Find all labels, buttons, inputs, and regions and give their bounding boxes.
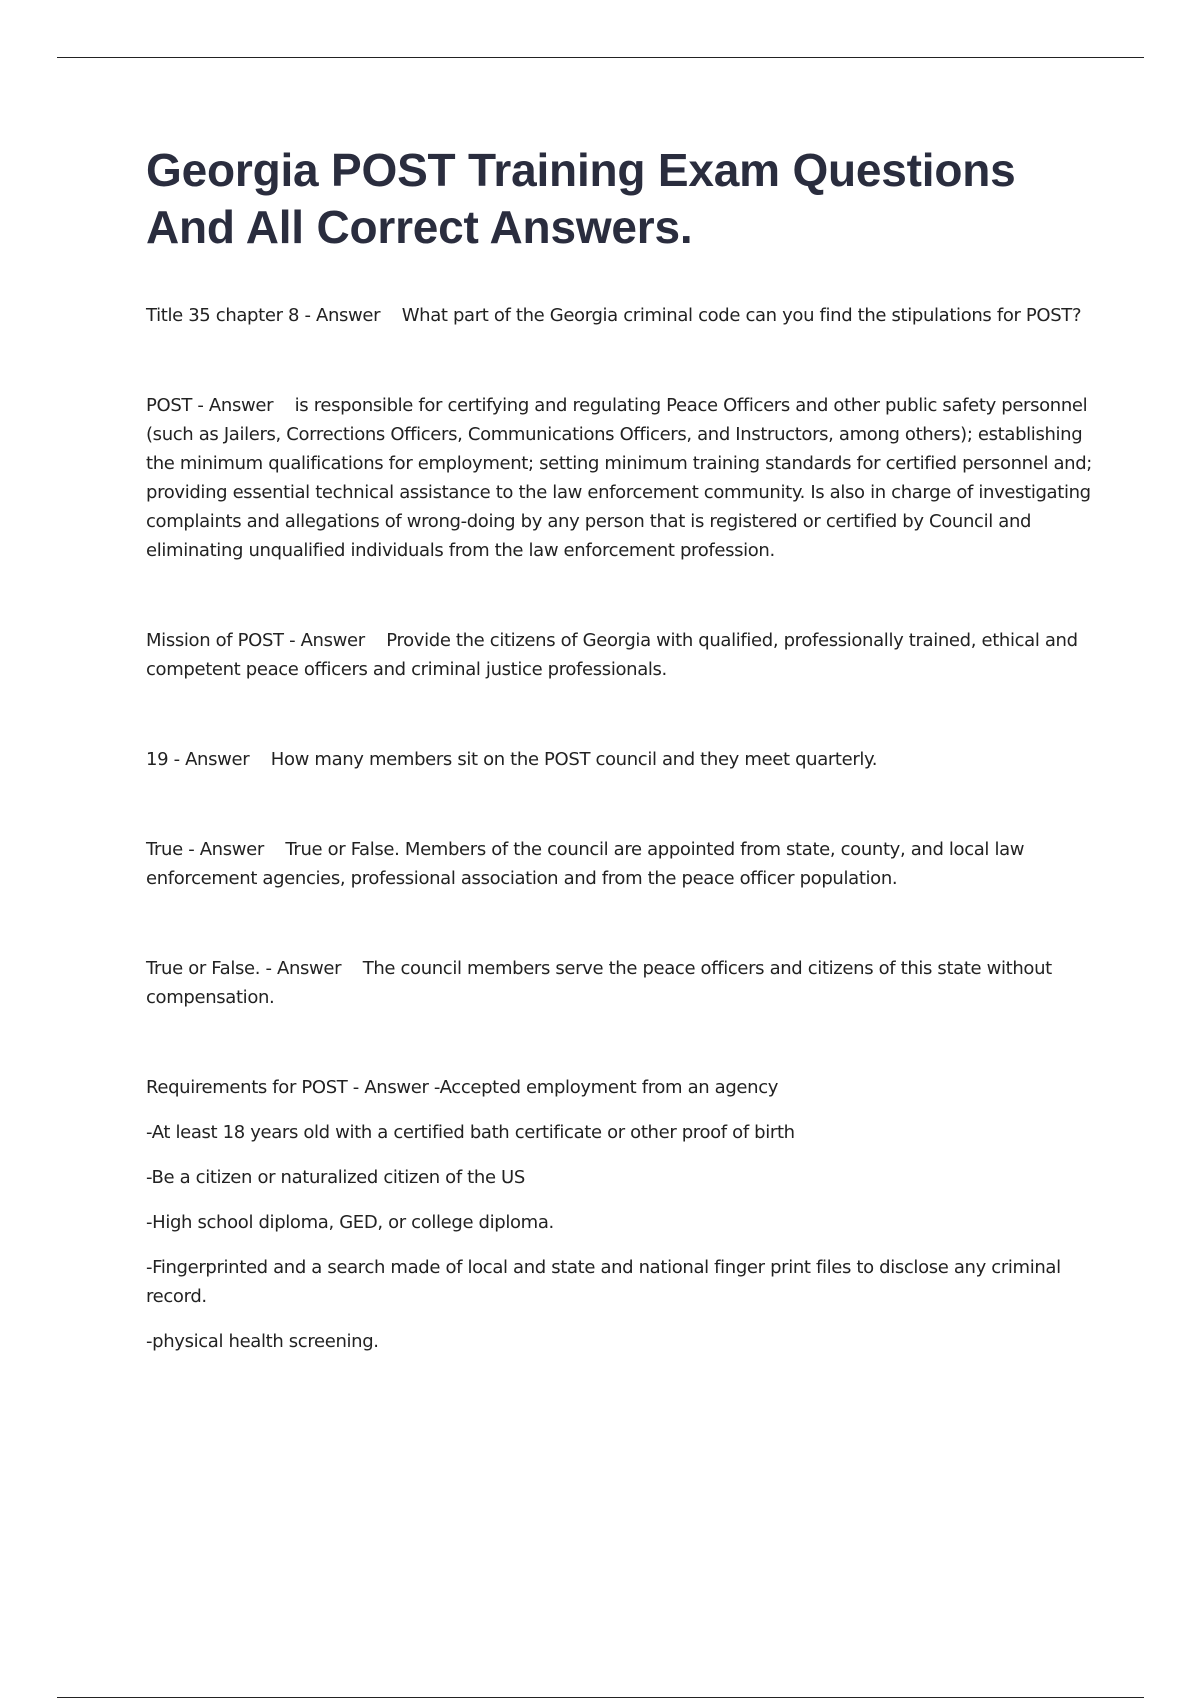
qa-term: POST - Answer <box>146 395 274 416</box>
requirement-item: -Accepted employment from an agency <box>433 1077 779 1098</box>
bottom-rule <box>57 1697 1144 1698</box>
qa-answer: True or False. Members of the council are appointed from state, county, and local law enforcement agencies, professional association and from the peace officer population. <box>146 839 1025 889</box>
requirement-item: -At least 18 years old with a certified bath certificate or other proof of birth <box>146 1122 795 1143</box>
qa-item <box>146 954 1096 1012</box>
requirements-heading <box>146 1073 1096 1102</box>
qa-term: Mission of POST - Answer <box>146 630 365 651</box>
qa-item <box>146 301 1096 330</box>
requirements-block <box>146 1073 1096 1356</box>
document-body <box>146 142 1096 1372</box>
qa-answer: The council members serve the peace officers and citizens of this state without compensation. <box>146 958 1052 1008</box>
qa-answer: What part of the Georgia criminal code can you find the stipulations for POST? <box>401 305 1082 326</box>
requirement-item: -Fingerprinted and a search made of local and state and national finger print files to disclose any criminal record. <box>146 1257 1061 1307</box>
qa-answer: How many members sit on the POST council and they meet quarterly. <box>270 749 878 770</box>
qa-item <box>146 745 1096 774</box>
qa-answer: Provide the citizens of Georgia with qualified, professionally trained, ethical and competent peace officers and criminal justice professionals. <box>146 630 1078 680</box>
qa-item <box>146 391 1096 565</box>
document-title: Georgia POST Training Exam Questions And All Correct Answers. <box>146 144 1016 253</box>
qa-answer: is responsible for certifying and regulating Peace Officers and other public safety personnel (such as Jailers, Corrections Officers, Communications Officers, and Instructors, among others); establishing the minimum qualifications for employment; setting minimum training standards for certified personnel and; providing essential technical assistance to the law enforcement community. Is also in charge of investigating complaints and allegations of wrong-doing by any person that is registered or certified by Council and eliminating unqualified individuals from the law enforcement profession. <box>146 395 1093 561</box>
qa-term: True - Answer <box>146 839 264 860</box>
qa-term: Title 35 chapter 8 - Answer <box>146 305 381 326</box>
qa-term: Requirements for POST - Answer <box>146 1077 429 1098</box>
qa-term: 19 - Answer <box>146 749 250 770</box>
requirement-item: -physical health screening. <box>146 1331 379 1352</box>
requirement-item: -Be a citizen or naturalized citizen of the US <box>146 1167 525 1188</box>
top-rule <box>57 57 1144 58</box>
requirement-item: -High school diploma, GED, or college diploma. <box>146 1212 554 1233</box>
qa-item <box>146 835 1096 893</box>
qa-list <box>146 301 1096 1356</box>
qa-item <box>146 626 1096 684</box>
qa-term: True or False. - Answer <box>146 958 342 979</box>
